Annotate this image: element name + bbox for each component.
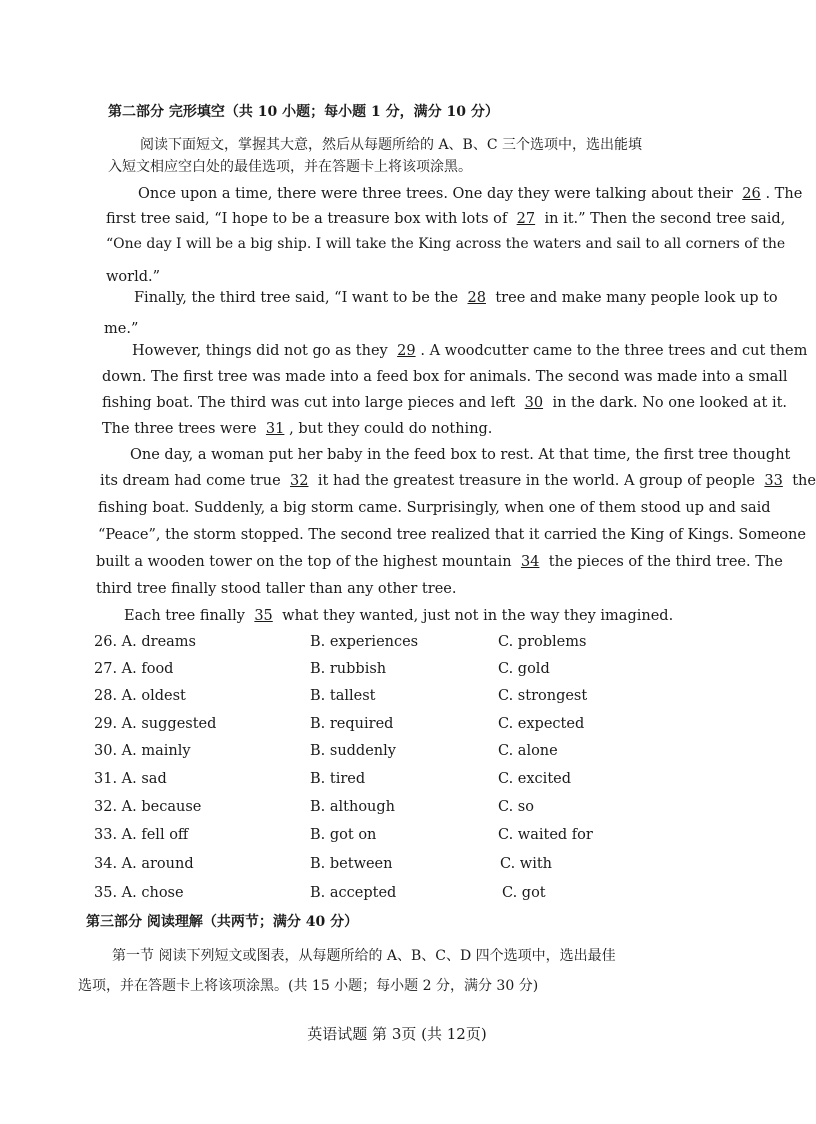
option-c: C. strongest <box>498 688 588 704</box>
passage-line <box>134 289 778 307</box>
passage-text: in the dark. No one looked at it. <box>552 395 788 411</box>
blank-31: 31 <box>265 421 285 437</box>
option-row-35 <box>0 885 794 907</box>
option-a: 34. A. around <box>94 856 194 872</box>
option-c: C. gold <box>498 661 550 677</box>
option-a: 32. A. because <box>94 799 202 815</box>
passage-text: its dream had come true <box>100 473 281 489</box>
part2-title: 第二部分 完形填空（共 10 小题；每小题 1 分，满分 10 分） <box>108 104 499 120</box>
option-b: B. experiences <box>310 634 419 650</box>
option-a: 29. A. suggested <box>94 716 217 732</box>
passage-text: first tree said, “I hope to be a treasure box with lots of <box>106 211 508 227</box>
option-c: C. waited for <box>498 827 593 843</box>
passage-text: the <box>792 473 816 489</box>
passage-line: “Peace”, the storm stopped. The second tree realized that it carried the King of Kings. Someone <box>98 527 806 543</box>
passage-line <box>102 394 787 412</box>
passage-line: world.” <box>106 269 161 285</box>
option-c: C. expected <box>498 716 585 732</box>
option-a: 35. A. chose <box>94 885 184 901</box>
passage-line <box>102 420 492 438</box>
option-row-26 <box>0 634 794 656</box>
option-b: B. accepted <box>310 885 397 901</box>
option-b: B. required <box>310 716 394 732</box>
blank-30: 30 <box>524 395 544 411</box>
option-b: B. got on <box>310 827 377 843</box>
passage-text: tree and make many people look up to <box>495 290 778 306</box>
option-b: B. tired <box>310 771 366 787</box>
passage-text: what they wanted, just not in the way they imagined. <box>282 608 674 624</box>
passage-text: Once upon a time, there were three trees. One day they were talking about their <box>138 186 733 202</box>
passage-line: third tree finally stood taller than any other tree. <box>96 581 457 597</box>
passage-text: fishing boat. The third was cut into large pieces and left <box>102 395 516 411</box>
blank-32: 32 <box>290 473 309 489</box>
option-b: B. rubbish <box>310 661 387 677</box>
option-c: C. got <box>502 885 546 901</box>
blank-34: 34 <box>520 554 540 570</box>
passage-line: One day, a woman put her baby in the feed box to rest. At that time, the first tree thought <box>130 447 791 463</box>
passage-line: down. The first tree was made into a feed box for animals. The second was made into a small <box>102 369 788 385</box>
option-b: B. although <box>310 799 396 815</box>
passage-line: “One day I will be a big ship. I will take the King across the waters and sail to all corners of the <box>106 236 786 252</box>
option-row-27 <box>0 661 794 683</box>
option-a: 30. A. mainly <box>94 743 191 759</box>
passage-text: in it.” Then the second tree said, <box>544 211 786 227</box>
passage-text: Finally, the third tree said, “I want to be the <box>134 290 459 306</box>
option-b: B. tallest <box>310 688 376 704</box>
option-b: B. between <box>310 856 393 872</box>
option-a: 28. A. oldest <box>94 688 186 704</box>
option-a: 33. A. fell off <box>94 827 189 843</box>
option-c: C. with <box>500 856 553 872</box>
option-c: C. excited <box>498 771 572 787</box>
part2-instruction-line2: 入短文相应空白处的最佳选项，并在答题卡上将该项涂黑。 <box>108 159 472 175</box>
passage-line <box>96 553 783 571</box>
passage-text: However, things did not go as they <box>132 343 388 359</box>
part3-title: 第三部分 阅读理解（共两节；满分 40 分） <box>86 914 359 930</box>
page-footer: 英语试题 第 3页 (共 12页) <box>307 1025 487 1043</box>
passage-text: Each tree finally <box>124 608 245 624</box>
blank-33: 33 <box>764 473 783 489</box>
part3-instruction-line2: 选项，并在答题卡上将该项涂黑。(共 15 小题；每小题 2 分，满分 30 分) <box>78 978 539 994</box>
passage-text: it had the greatest treasure in the world. A group of people <box>317 473 755 489</box>
passage-text: , but they could do nothing. <box>289 421 493 437</box>
passage-text: The three trees were <box>102 421 257 437</box>
part2-instruction-line1: 阅读下面短文，掌握其大意，然后从每题所给的 A、B、C 三个选项中，选出能填 <box>140 137 643 153</box>
blank-28: 28 <box>467 290 486 306</box>
passage-text: the pieces of the third tree. The <box>548 554 783 570</box>
passage-line <box>138 185 802 203</box>
option-c: C. alone <box>498 743 558 759</box>
passage-text: . A woodcutter came to the three trees and cut them <box>420 343 808 359</box>
passage-line <box>132 342 807 360</box>
option-a: 26. A. dreams <box>94 634 196 650</box>
option-a: 31. A. sad <box>94 771 167 787</box>
blank-26: 26 <box>742 186 761 202</box>
option-c: C. so <box>498 799 534 815</box>
option-row-28 <box>0 688 794 710</box>
passage-text: . The <box>765 186 803 202</box>
option-row-32 <box>0 799 794 821</box>
option-row-34 <box>0 856 794 878</box>
passage-line <box>124 607 673 625</box>
option-row-31 <box>0 771 794 793</box>
option-a: 27. A. food <box>94 661 174 677</box>
passage-line <box>106 210 785 228</box>
option-row-29 <box>0 716 794 738</box>
option-row-33 <box>0 827 794 849</box>
blank-35: 35 <box>254 608 273 624</box>
passage-line <box>100 472 816 490</box>
option-c: C. problems <box>498 634 587 650</box>
passage-line: fishing boat. Suddenly, a big storm came. Surprisingly, when one of them stood up and said <box>98 500 771 516</box>
option-b: B. suddenly <box>310 743 396 759</box>
option-row-30 <box>0 743 794 765</box>
passage-line: me.” <box>104 321 139 337</box>
blank-29: 29 <box>397 343 416 359</box>
passage-text: built a wooden tower on the top of the highest mountain <box>96 554 512 570</box>
blank-27: 27 <box>516 211 536 227</box>
part3-instruction-line1: 第一节 阅读下列短文或图表，从每题所给的 A、B、C、D 四个选项中，选出最佳 <box>112 948 616 964</box>
